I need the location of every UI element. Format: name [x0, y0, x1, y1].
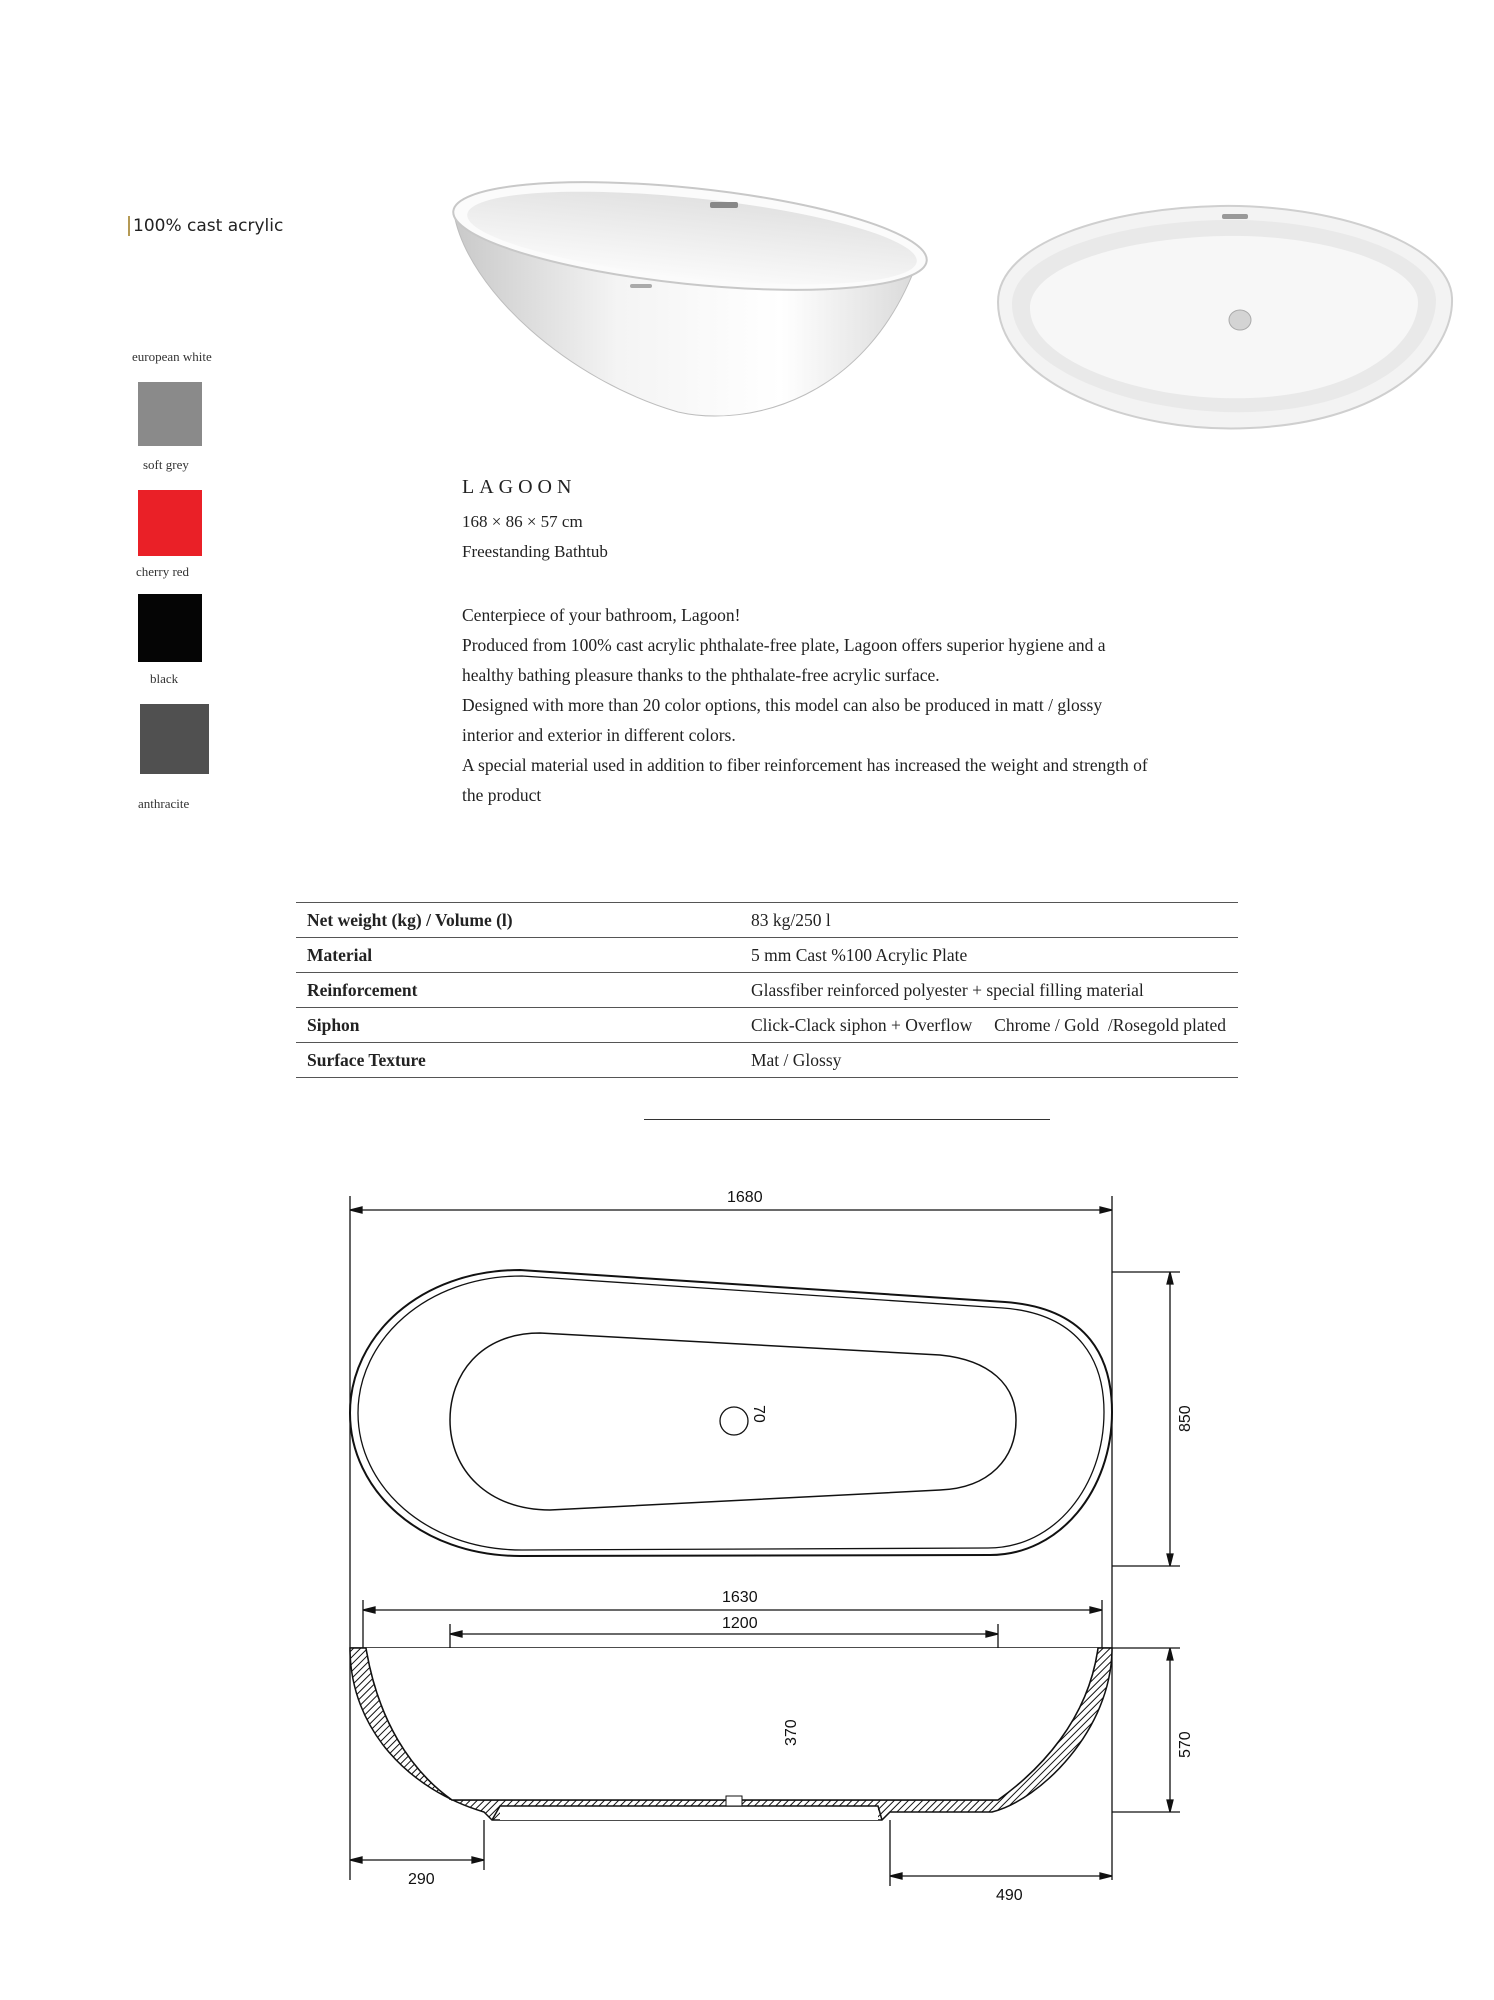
spec-label: Reinforcement — [296, 973, 740, 1008]
description-paragraph: Produced from 100% cast acrylic phthalate-free plate, Lagoon offers superior hygiene and a healthy bathing pleasure thanks to the phthalate-free acrylic surface. — [462, 635, 1106, 685]
spec-label: Material — [296, 938, 740, 973]
dim-overall-length: 1680 — [727, 1189, 763, 1206]
swatch-label: soft grey — [143, 457, 189, 472]
description-paragraph: A special material used in addition to fiber reinforcement has increased the weight and strength of the product — [462, 755, 1148, 805]
spec-value: Click-Clack siphon + Overflow Chrome / Gold /Rosegold plated — [740, 1008, 1238, 1043]
spec-label: Siphon — [296, 1008, 740, 1043]
product-dimensions: 168 × 86 × 57 cm — [462, 512, 583, 531]
description-paragraph: Designed with more than 20 color options, this model can also be produced in matt / glossy interior and exterior in different colors. — [462, 695, 1103, 745]
dim-right-offset: 490 — [996, 1887, 1023, 1904]
swatch-label: black — [150, 671, 179, 686]
swatch-label: anthracite — [138, 796, 190, 811]
dim-top-length: 1630 — [722, 1589, 758, 1606]
dim-overall-height: 570 — [1177, 1731, 1194, 1758]
dim-left-offset: 290 — [408, 1871, 435, 1888]
product-name: LAGOON — [462, 476, 577, 498]
spec-value: 5 mm Cast %100 Acrylic Plate — [740, 938, 1238, 973]
spec-label: Surface Texture — [296, 1043, 740, 1078]
product-type: Freestanding Bathtub — [462, 542, 608, 561]
swatch-label: european white — [132, 349, 212, 364]
spec-value: Mat / Glossy — [740, 1043, 1238, 1078]
spec-value: 83 kg/250 l — [740, 903, 1238, 938]
spec-value: Glassfiber reinforced polyester + special filling material — [740, 973, 1238, 1008]
description-paragraph: Centerpiece of your bathroom, Lagoon! — [462, 605, 741, 625]
dim-overflow-height: 370 — [783, 1719, 800, 1746]
swatch-label: cherry red — [136, 564, 190, 579]
material-label: 100% cast acrylic — [128, 216, 283, 236]
dim-overall-width: 850 — [1177, 1405, 1194, 1432]
dim-drain-diameter: 70 — [750, 1405, 767, 1423]
dim-interior-length: 1200 — [722, 1615, 758, 1632]
spec-label: Net weight (kg) / Volume (l) — [296, 903, 740, 938]
